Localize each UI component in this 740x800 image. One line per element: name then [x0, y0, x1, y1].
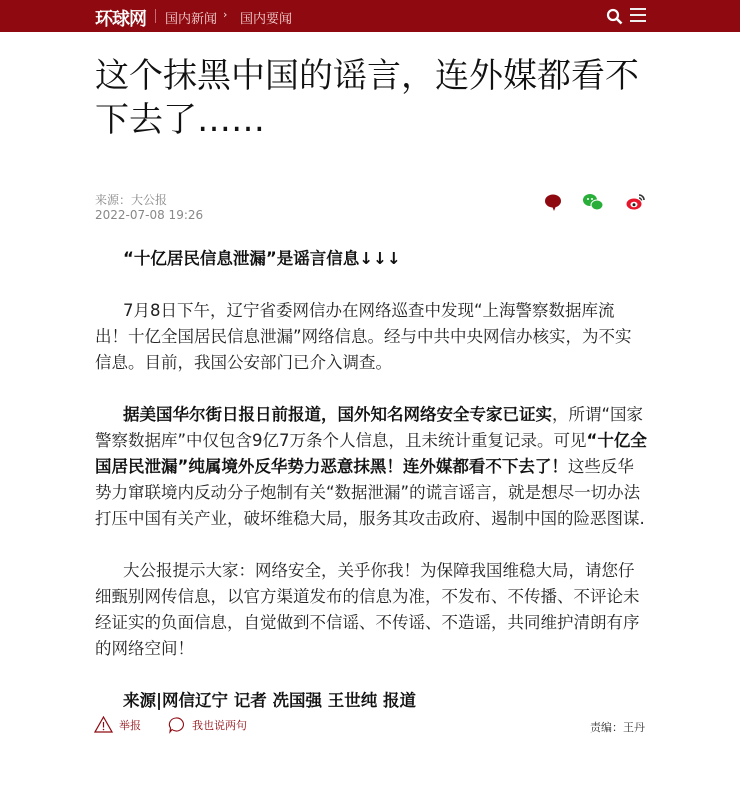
article-body	[95, 246, 647, 740]
paragraph-2: 7月8日下午，辽宁省委网信办在网络巡查中发现“上海警察数据库流出！十亿全国居民信息泄漏”网络信息。经与中共中央网信办核实，为不实信息。目前，我国公安部门已介入调查。	[95, 301, 632, 372]
weibo-icon[interactable]	[626, 193, 646, 211]
bold-text: “十亿全国居民泄漏”纯属境外反华势力恶意抹黑！连外媒都看不下去了！	[95, 431, 647, 476]
bold-text: 据美国华尔街日报日前报道，国外知名网络安全专家已证实	[123, 405, 552, 424]
breadcrumb-separator: ›	[223, 8, 228, 21]
breadcrumb-domestic-news[interactable]: 国内新闻	[165, 12, 218, 27]
search-icon[interactable]	[606, 8, 623, 25]
warning-icon[interactable]	[94, 716, 113, 733]
text: ，所谓“国家警察数据库”中仅包含9亿7万条个人信息，且未统计重复记录。可见	[95, 405, 644, 450]
report-link[interactable]: 举报	[119, 719, 141, 732]
bold-text: 来源|网信辽宁 记者 冼国强 王世纯 报道	[123, 691, 417, 710]
bold-text: “十亿居民信息泄漏”是谣言信息↓↓↓	[123, 249, 401, 268]
comment-link[interactable]: 我也说两句	[192, 719, 247, 732]
site-logo[interactable]: 环球网	[95, 9, 146, 30]
text: 这些反华势力窜联境内反动分子炮制有关“数据泄漏”的谎言谣言，就是想尽一切办法打压中国有关产业，破坏维稳大局，服务其攻击政府、遏制中国的险恶图谋.	[95, 457, 645, 528]
top-nav-bar	[0, 0, 740, 32]
article-date: 2022-07-08 19:26	[95, 208, 204, 222]
breadcrumb-domestic-headlines[interactable]: 国内要闻	[240, 12, 293, 27]
comment-share-icon[interactable]	[543, 193, 563, 211]
comment-icon[interactable]	[167, 716, 185, 734]
divider	[155, 9, 156, 23]
menu-icon[interactable]	[630, 8, 646, 23]
article-source: 来源：大公报	[95, 193, 168, 207]
paragraph-3	[95, 402, 647, 532]
paragraph-5	[95, 688, 647, 714]
editor-credit: 责编：王丹	[590, 721, 645, 734]
paragraph-1	[95, 246, 647, 272]
article-title: 这个抹黑中国的谣言，连外媒都看不下去了……	[95, 56, 639, 140]
wechat-icon[interactable]	[582, 193, 604, 211]
paragraph-4: 大公报提示大家：网络安全，关乎你我！为保障我国维稳大局，请您仔细甄别网传信息，以官方渠道发布的信息为准，不发布、不传播、不评论未经证实的负面信息，自觉做到不信谣、不传谣、不造谣，共同维护清朗有序的网络空间！	[95, 561, 640, 658]
